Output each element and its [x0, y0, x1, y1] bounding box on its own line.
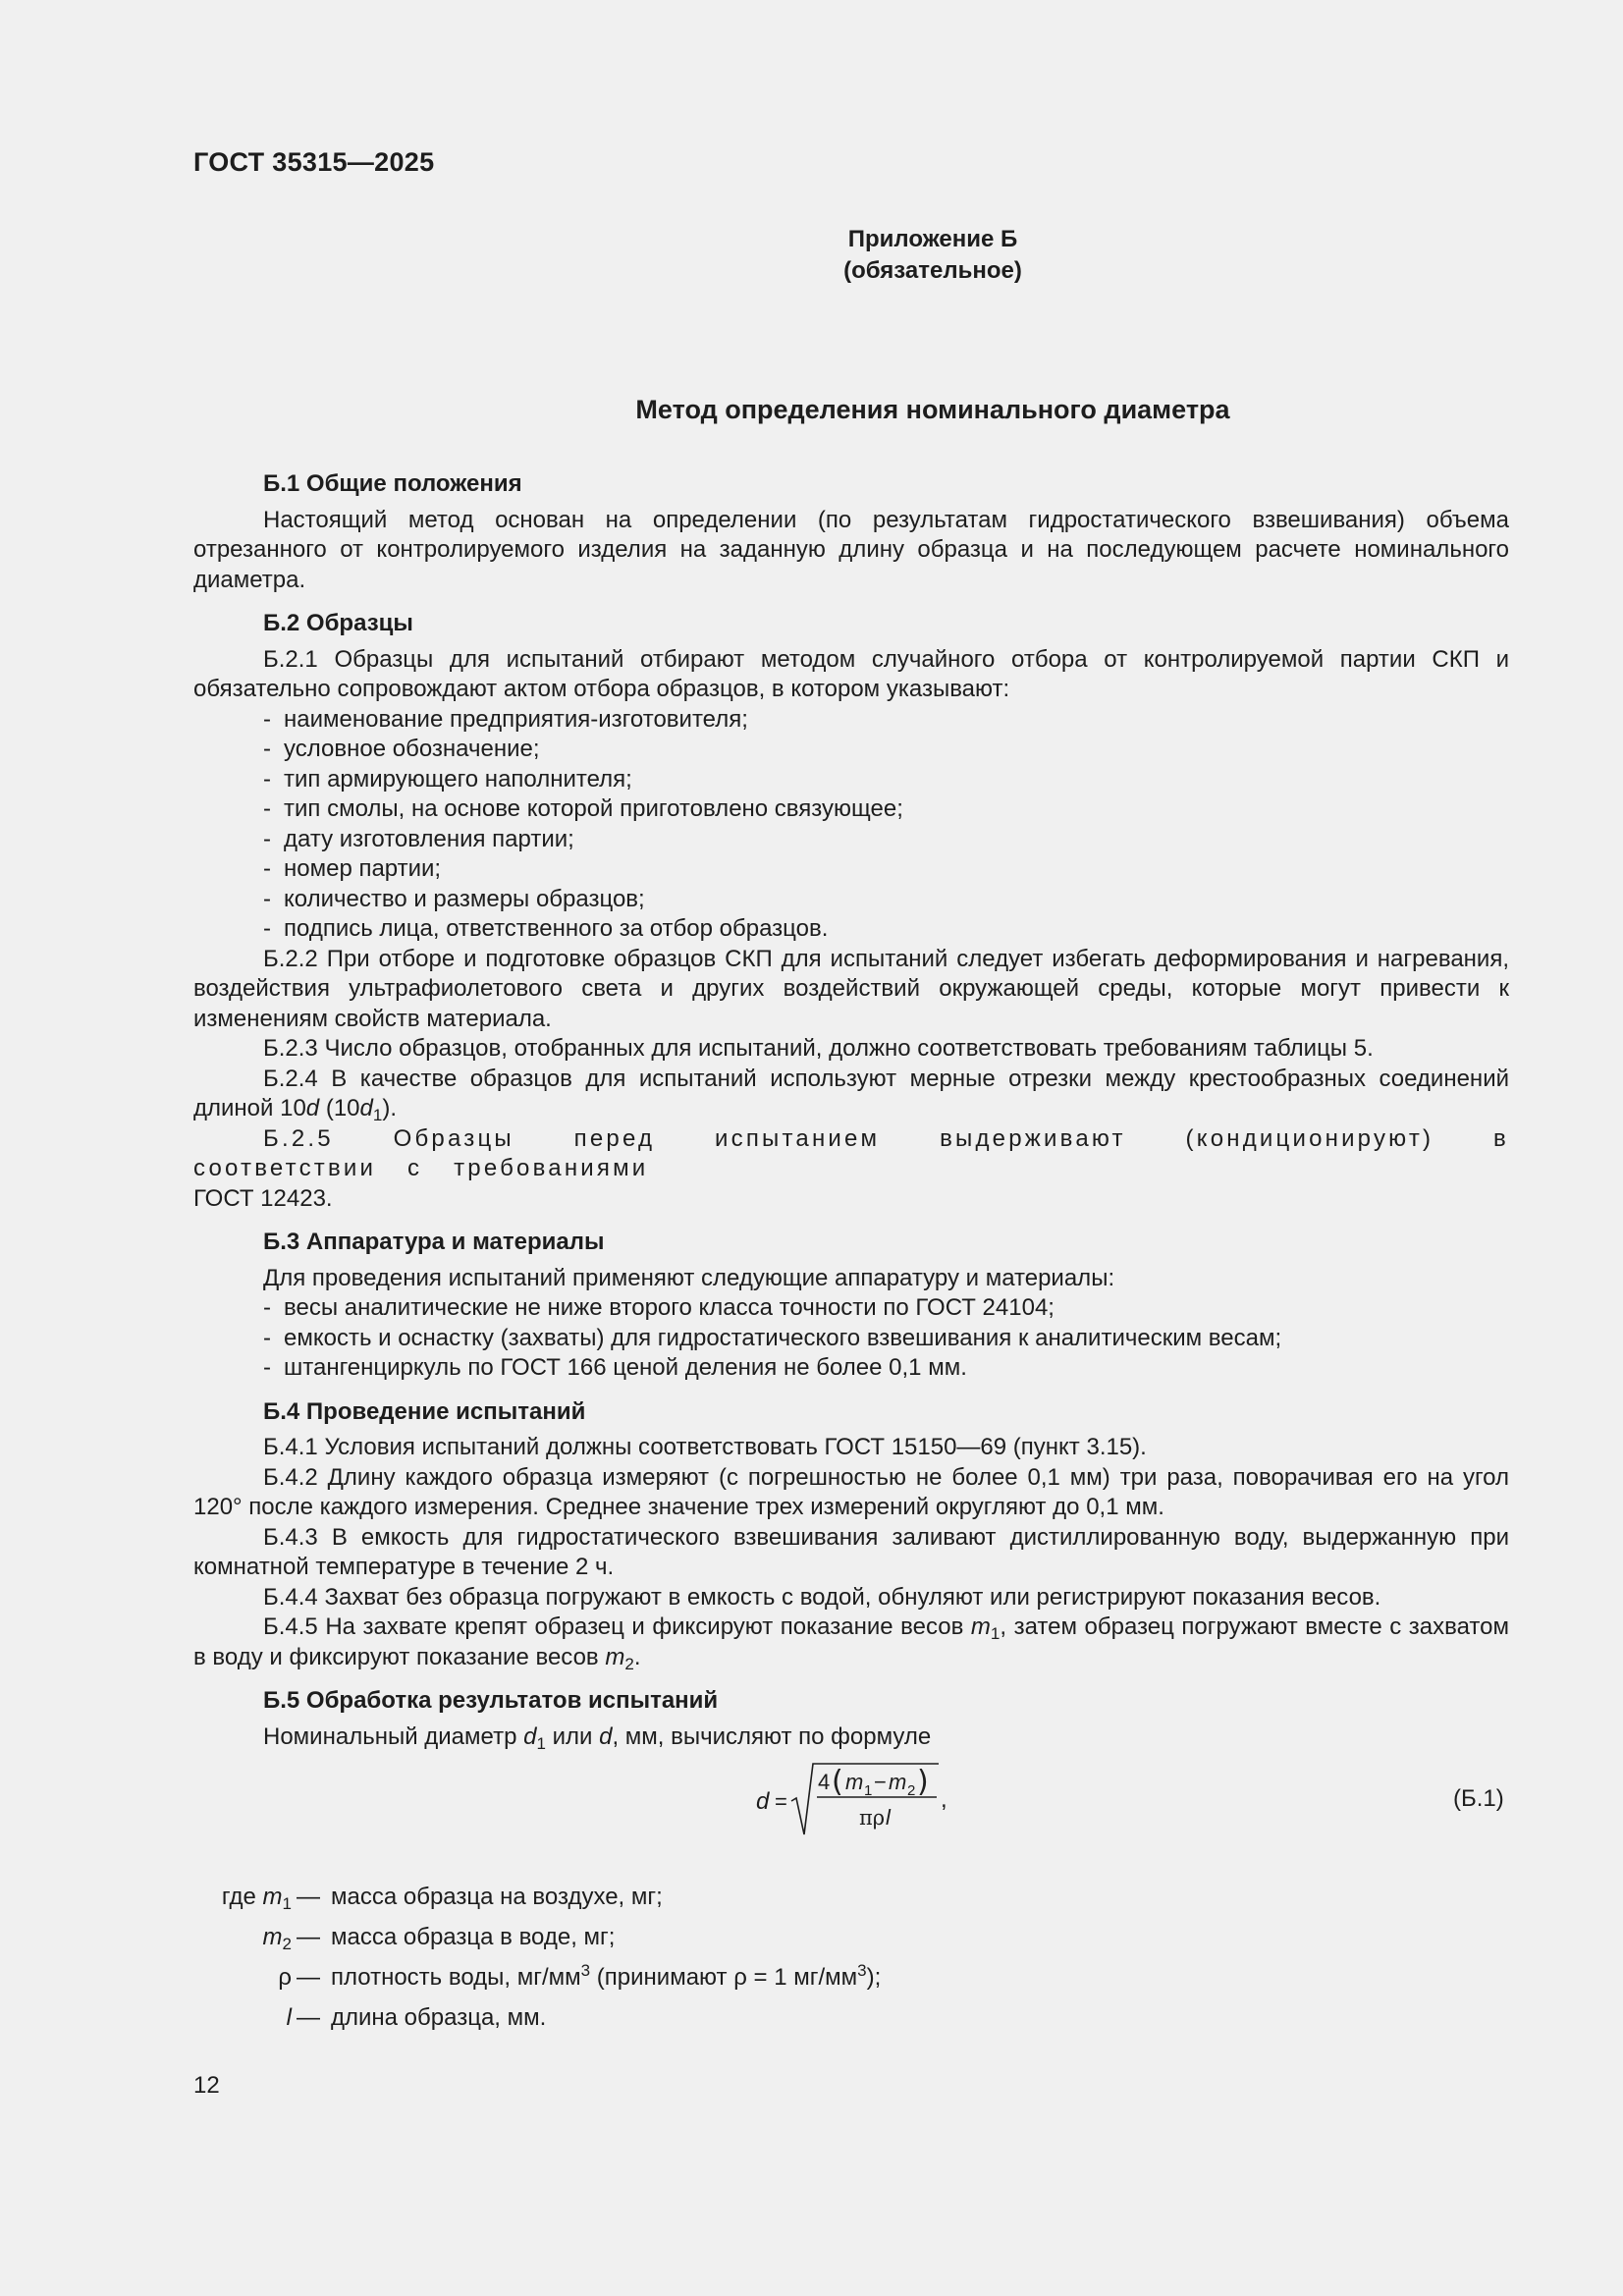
list-item: - тип смолы, на основе которой приготовлено связующее; [263, 795, 903, 822]
numerator-m1: m [845, 1770, 864, 1794]
definition-symbol: l [286, 2004, 292, 2031]
paragraph-b2-4: Б.2.4 В качестве образцов для испытаний используют мерные отрезки между крестообразных соединений длиной 10d $(10d_1)$. [193, 1065, 1509, 1124]
document-body [193, 469, 1509, 1752]
list-b2 [193, 705, 1509, 945]
paragraph-b2-3: Б.2.3 Число образцов, отобранных для испытаний, должно соответствовать требованиям таблицы 5. [263, 1035, 1374, 1062]
definition-text: масса образца в воде, мг; [331, 1924, 616, 1950]
list-item: - количество и размеры образцов; [263, 885, 645, 912]
list-item: - весы аналитические не ниже второго класса точности по ГОСТ 24104; [263, 1294, 1055, 1321]
paragraph-b4-5: Б.4.5 На захвате крепят образец и фиксируют показание весов $m_1$, затем образец погружают вместе с захватом в воду и фиксируют показание весов $m_2$. [193, 1613, 1509, 1673]
list-item: - штангенциркуль по ГОСТ 166 ценой деления не более 0,1 мм. [263, 1354, 967, 1381]
paragraph-b4-3: Б.4.3 В емкость для гидростатического взвешивания заливают дистиллированную воду, выдержанную при комнатной температуре в течение 2 ч. [193, 1523, 1509, 1580]
equation-number: (Б.1) [1453, 1785, 1504, 1812]
list-item: - тип армирующего наполнителя; [263, 765, 632, 793]
section-heading-b5: Б.5 Обработка результатов испытаний [263, 1687, 719, 1714]
paragraph-b2-5: Б.2.5 Образцы перед испытанием выдерживают (кондиционируют) в соответствии с требованиями [193, 1124, 1509, 1181]
denominator-l: l [886, 1805, 891, 1830]
numerator-m1-sub: 1 [864, 1782, 873, 1799]
annex-title: Приложение Б [847, 226, 1018, 252]
paren-right: ) [917, 1765, 929, 1799]
list-item: - дату изготовления партии; [263, 825, 574, 852]
list-item: - номер партии; [263, 855, 442, 882]
standard-designation: ГОСТ 35315—2025 [193, 147, 435, 177]
section-heading-b4: Б.4 Проведение испытаний [263, 1397, 586, 1425]
section-heading-b2: Б.2 Образцы [263, 610, 413, 636]
paragraph-b4-4: Б.4.4 Захват без образца погружают в емкость с водой, обнуляют или регистрируют показания весов. [263, 1583, 1381, 1611]
list-item: - емкость и оснастку (захваты) для гидростатического взвешивания к аналитическим весам; [263, 1324, 1282, 1351]
paren-left: ( [832, 1765, 843, 1799]
numerator-minus: − [874, 1770, 887, 1794]
definition-row: ρ — плотность воды, $мг/мм^3$ (принимают ρ = 1 $мг/мм^3$); [193, 1958, 881, 1998]
formula-b1 [756, 1758, 982, 1846]
formula-lhs: d [756, 1788, 770, 1815]
paragraph-b1: Настоящий метод основан на определении (по результатам гидростатического взвешивания) объема отрезанного от контролируемого изделия на заданную длину образца и на последующем расчете номинального диаметра. [193, 506, 1509, 593]
definition-row: где $m_1$ — масса образца на воздухе, мг; [193, 1878, 881, 1918]
paragraph-b3-intro: Для проведения испытаний применяют следующие аппаратуру и материалы: [263, 1264, 1115, 1291]
paragraph-b2-2: Б.2.2 При отборе и подготовке образцов СКП для испытаний следует избегать деформирования и нагревания, воздействия ультрафиолетового света и других воздействий окружающей среды, которые могут привести к изменениям свойств материала. [193, 945, 1509, 1032]
definition-text: длина образца, мм. [331, 2004, 547, 2031]
definition-symbol: $m_2$ [262, 1924, 292, 1953]
formula-comma: , [941, 1786, 947, 1813]
page-number: 12 [193, 2072, 220, 2099]
definition-symbol: где $m_1$ [221, 1884, 292, 1913]
paragraph-b4-2: Б.4.2 Длину каждого образца измеряют (с погрешностью не более 0,1 мм) три раза, поворачивая его на угол 120° после каждого измерения. Среднее значение трех измерений округляют до 0,1 мм. [193, 1463, 1509, 1520]
list-b3 [193, 1293, 1509, 1384]
section-heading-b1: Б.1 Общие положения [263, 470, 522, 497]
definition-row: $m_2$ — масса образца в воде, мг; [193, 1918, 881, 1958]
main-title: Метод определения номинального диаметра [635, 395, 1230, 424]
numerator-four: 4 [818, 1770, 831, 1794]
list-item: - наименование предприятия-изготовителя; [263, 705, 748, 733]
paragraph-b2-5-cont: ГОСТ 12423. [193, 1184, 333, 1212]
denominator-pirho: πρ [859, 1806, 886, 1830]
list-item: - подпись лица, ответственного за отбор образцов. [263, 915, 829, 942]
numerator-m2-sub: 2 [907, 1782, 916, 1799]
paragraph-b2-1: Б.2.1 Образцы для испытаний отбирают методом случайного отбора от контролируемой партии СКП и обязательно сопровождают актом отбора образцов, в котором указывают: [193, 645, 1509, 702]
variable-definitions [193, 1878, 881, 2039]
definition-symbol: ρ [278, 1964, 292, 1991]
annex-subtitle: (обязательное) [843, 257, 1022, 284]
formula-equals: = [775, 1789, 787, 1814]
numerator-m2: m [889, 1770, 907, 1794]
definition-text: плотность воды, $мг/мм^3$ (принимают ρ = 1 $мг/мм^3$); [331, 1961, 882, 1991]
definition-text: масса образца на воздухе, мг; [331, 1884, 663, 1910]
paragraph-b5-1: Номинальный диаметр $d_1$ или d, мм, вычисляют по формуле [263, 1722, 932, 1753]
paragraph-b4-1: Б.4.1 Условия испытаний должны соответствовать ГОСТ 15150—69 (пункт 3.15). [263, 1434, 1147, 1460]
definition-row: l — длина образца, мм. [193, 1998, 881, 2039]
section-heading-b3: Б.3 Аппаратура и материалы [263, 1229, 605, 1255]
list-item: - условное обозначение; [263, 736, 540, 762]
